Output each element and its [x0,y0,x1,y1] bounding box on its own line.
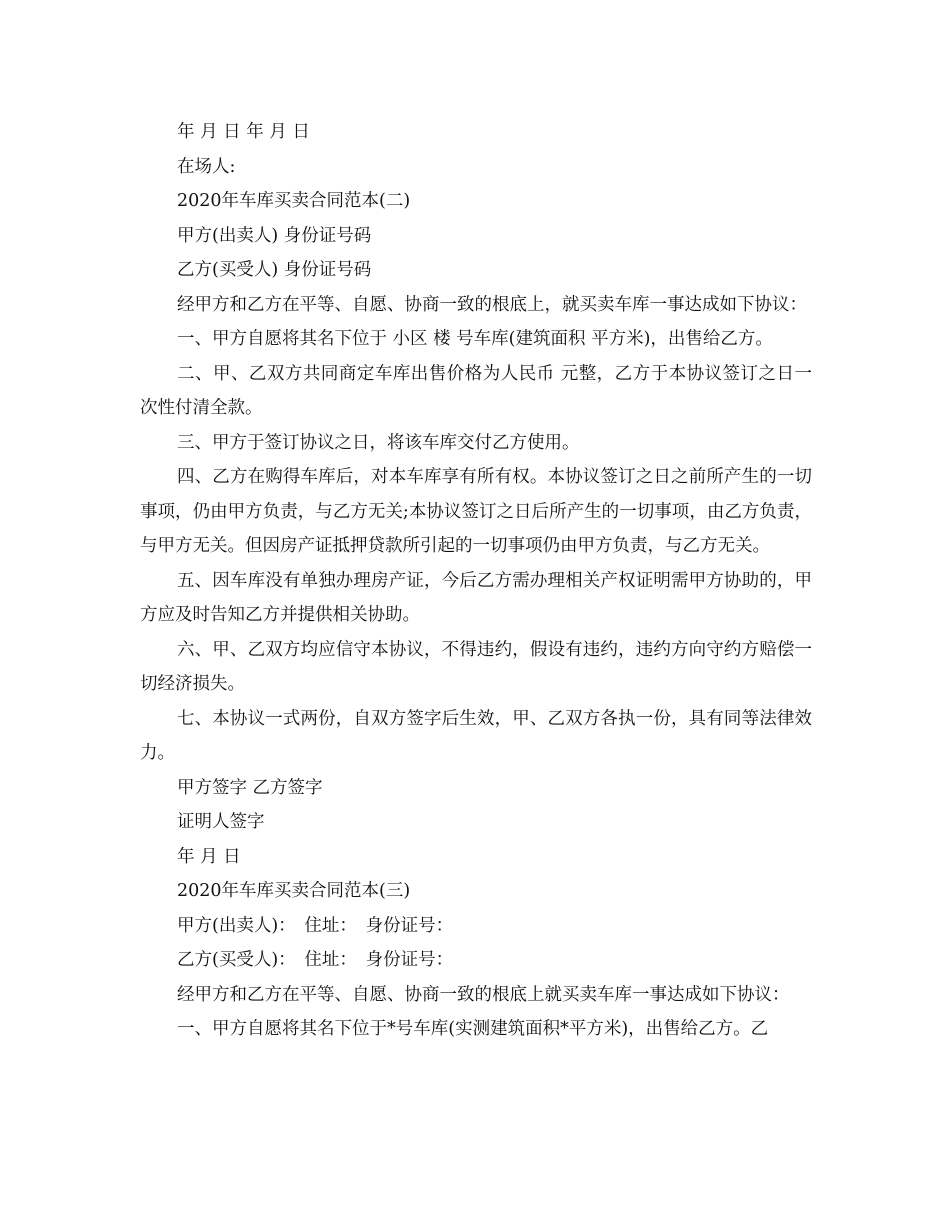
clause-5: 五、因车库没有单独办理房产证，今后乙方需办理相关产权证明需甲方协助的，甲方应及时告知乙方并提供相关协助。 [140,570,812,625]
clause-6: 六、甲、乙双方均应信守本协议，不得违约，假设有违约，违约方向守约方赔偿一切经济损失。 [140,639,812,694]
section-title-2: 2020年车库买卖合同范本(二) [177,191,411,211]
clause-7: 七、本协议一式两份，自双方签字后生效，甲、乙双方各执一份，具有同等法律效力。 [140,708,812,763]
party-b-line: 乙方(买受人) 身份证号码 [177,260,372,280]
witness-line: 在场人: [177,156,236,177]
party-b-details: 乙方(买受人)： 住址： 身份证号： [177,950,454,970]
party-a-details: 甲方(出卖人)： 住址： 身份证号： [177,915,454,936]
document-body [140,115,812,1047]
witness-signature-line: 证明人签字 [177,812,265,832]
clause-1: 一、甲方自愿将其名下位于 小区 楼 号车库(建筑面积 平方米)，出售给乙方。 [177,329,773,349]
signature-date-line: 年 月 日 [177,846,241,867]
clause-4: 四、乙方在购得车库后，对本车库享有所有权。本协议签订之日之前所产生的一切事项，仍由甲方负责，与乙方无关;本协议签订之日后所产生的一切事项，由乙方负责，与甲方无关。但因房产证抵押贷款所引起的一切事项仍由甲方负责，与乙方无关。 [140,467,812,556]
signature-line: 甲方签字 乙方签字 [177,777,323,798]
clause-2: 二、甲、乙双方共同商定车库出售价格为人民币 元整，乙方于本协议签订之日一次性付清全款。 [140,363,812,418]
clause-3: 三、甲方于签订协议之日，将该车库交付乙方使用。 [177,432,580,453]
preamble-paragraph-3: 经甲方和乙方在平等、自愿、协商一致的根底上就买卖车库一事达成如下协议： [177,984,790,1005]
date-line: 年 月 日 年 月 日 [177,122,310,142]
party-a-line: 甲方(出卖人) 身份证号码 [177,225,372,246]
preamble-paragraph: 经甲方和乙方在平等、自愿、协商一致的根底上，就买卖车库一事达成如下协议： [177,294,807,315]
section-title-3: 2020年车库买卖合同范本(三) [177,881,411,901]
clause-1-section-3: 一、甲方自愿将其名下位于*号车库(实测建筑面积*平方米)，出售给乙方。乙 [177,1019,769,1039]
